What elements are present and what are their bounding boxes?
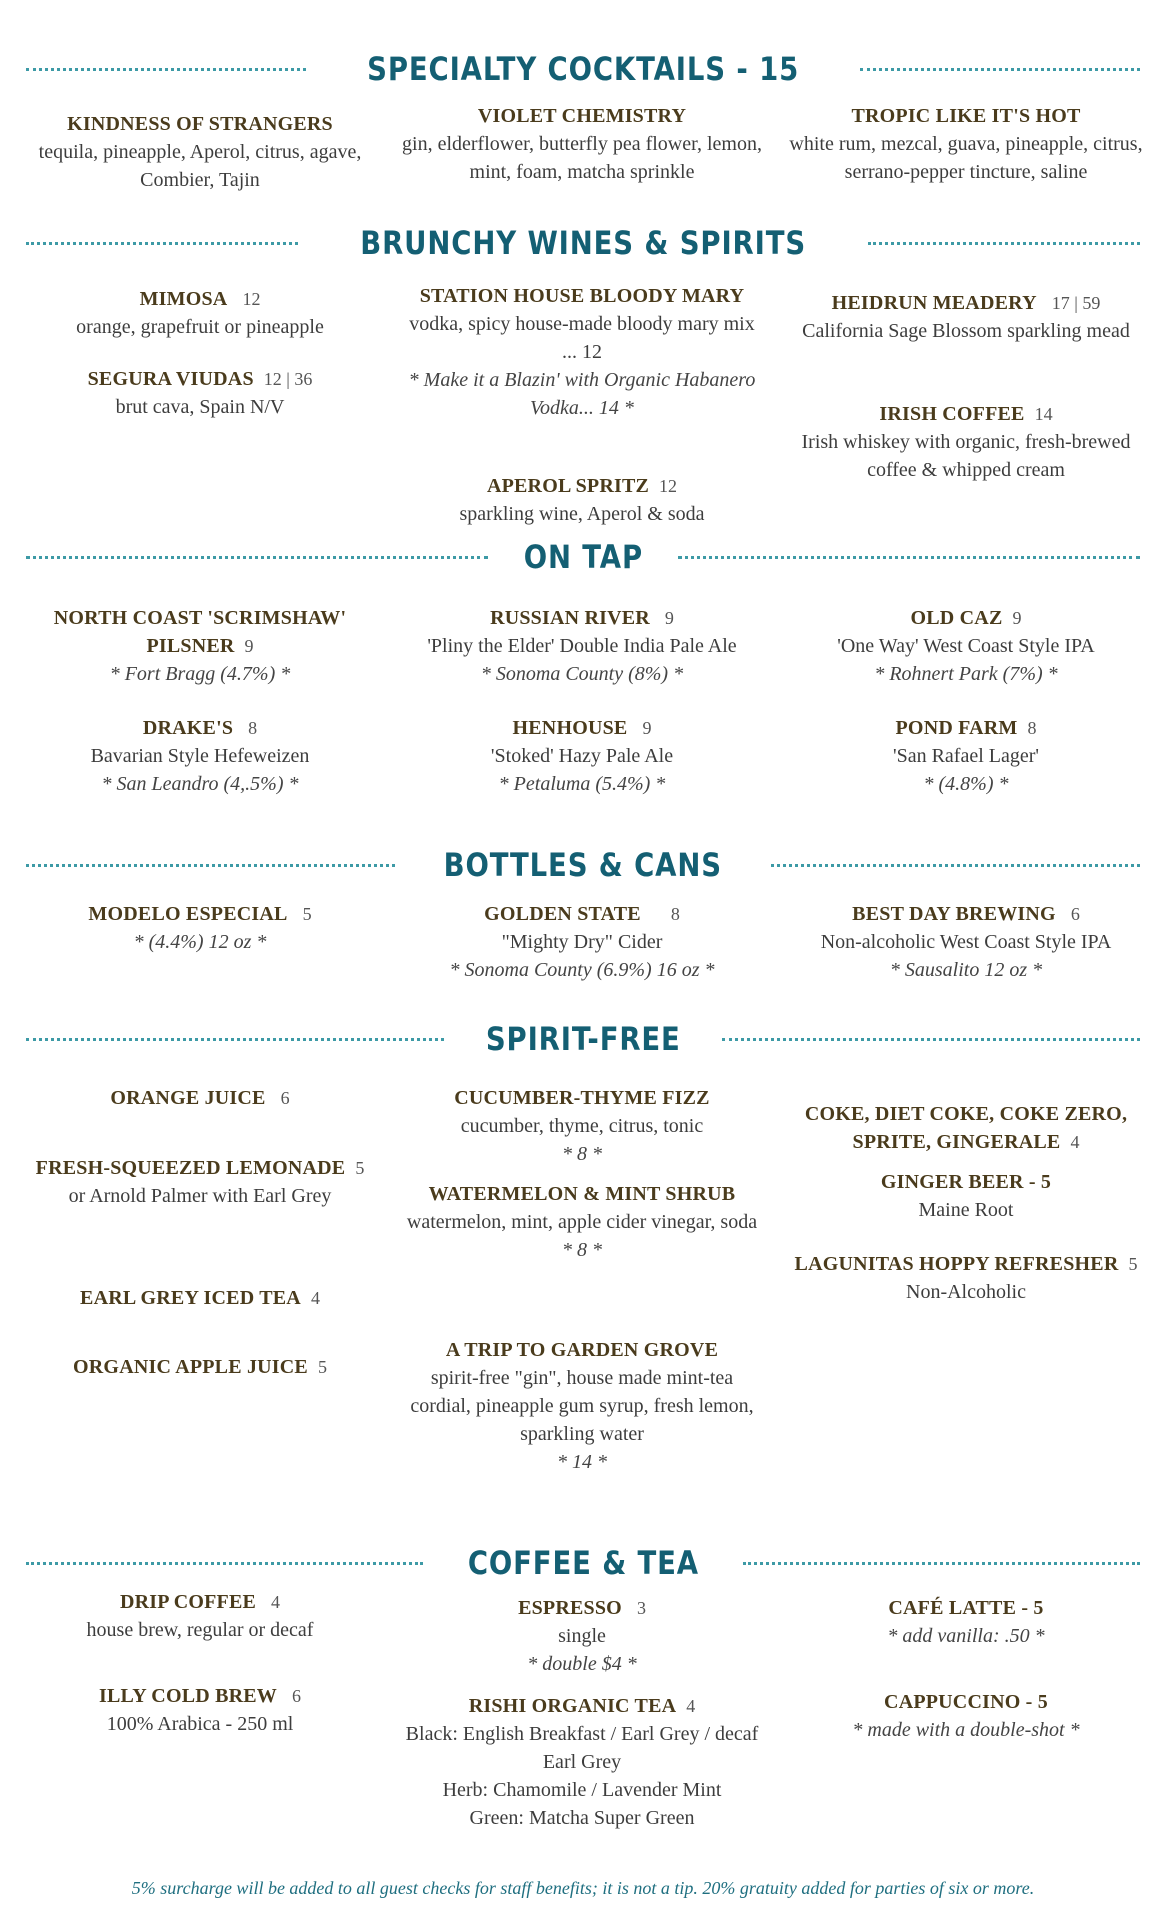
item-desc: Maine Root bbox=[918, 1199, 1014, 1221]
item-desc: Herb: Chamomile / Lavender Mint bbox=[442, 1779, 722, 1801]
dotted-divider bbox=[26, 242, 298, 245]
item-price: 5 bbox=[302, 904, 312, 924]
item-desc: single bbox=[558, 1625, 606, 1647]
menu-item-modelo bbox=[20, 900, 380, 956]
item-name: APEROL SPRITZ bbox=[486, 475, 650, 497]
section-title: BOTTLES & CANS bbox=[443, 846, 723, 884]
menu-item-orange-juice bbox=[20, 1084, 380, 1112]
menu-item-kindness bbox=[20, 110, 380, 194]
item-desc: white rum, mezcal, guava, pineapple, citrus, serrano-pepper tincture, saline bbox=[789, 133, 1143, 183]
item-desc: tequila, pineapple, Aperol, citrus, agave, Combier, Tajin bbox=[38, 141, 362, 191]
item-desc: house brew, regular or decaf bbox=[86, 1619, 314, 1641]
item-note: * Sonoma County (8%) * bbox=[480, 663, 684, 685]
item-desc: watermelon, mint, apple cider vinegar, soda bbox=[406, 1211, 758, 1233]
dotted-divider bbox=[678, 556, 1140, 559]
item-name: DRAKE'S bbox=[142, 717, 234, 739]
item-desc: 'One Way' West Coast Style IPA bbox=[837, 635, 1095, 657]
menu-item-tropic bbox=[786, 102, 1146, 186]
menu-item-garden-grove bbox=[402, 1336, 762, 1476]
item-price: 4 bbox=[310, 1288, 320, 1308]
item-price: 12 bbox=[242, 289, 261, 309]
dotted-divider bbox=[722, 1038, 1140, 1041]
item-price: 8 bbox=[670, 904, 680, 924]
item-name: GINGER BEER - 5 bbox=[880, 1171, 1052, 1193]
item-desc: or Arnold Palmer with Earl Grey bbox=[68, 1185, 332, 1207]
item-note: * Fort Bragg (4.7%) * bbox=[109, 663, 291, 685]
item-desc: orange, grapefruit or pineapple bbox=[76, 316, 324, 338]
menu-item-violet bbox=[402, 102, 762, 186]
section-title: SPIRIT-FREE bbox=[485, 1020, 681, 1058]
item-price: 9 bbox=[642, 718, 652, 738]
section-title: COFFEE & TEA bbox=[467, 1544, 699, 1582]
section-title: ON TAP bbox=[523, 538, 643, 576]
menu-item-best-day bbox=[786, 900, 1146, 984]
item-desc: Green: Matcha Super Green bbox=[469, 1807, 695, 1829]
item-price: 9 bbox=[244, 636, 254, 656]
item-price: 5 bbox=[317, 1357, 327, 1377]
menu-item-watermelon-shrub bbox=[402, 1180, 762, 1264]
surcharge-footer: 5% surcharge will be added to all guest checks for staff benefits; it is not a tip. 20% gratuity added for parties of six or more. bbox=[131, 1878, 1035, 1898]
item-name: CAFÉ LATTE - 5 bbox=[888, 1597, 1044, 1619]
menu-item-rishi-tea bbox=[402, 1692, 762, 1832]
section-header-spirit-free bbox=[26, 1020, 1140, 1058]
item-name: STATION HOUSE BLOODY MARY bbox=[419, 285, 745, 307]
item-name: TROPIC LIKE IT'S HOT bbox=[851, 105, 1081, 127]
menu-item-aperol bbox=[402, 472, 762, 528]
dotted-divider bbox=[26, 68, 306, 71]
item-price: 12 bbox=[659, 476, 678, 496]
item-price: 8 bbox=[248, 718, 258, 738]
item-name: DRIP COFFEE bbox=[119, 1591, 257, 1613]
menu-item-heidrun bbox=[786, 289, 1146, 345]
menu-item-drakes bbox=[20, 714, 380, 798]
item-name: IRISH COFFEE bbox=[879, 403, 1025, 425]
menu-item-apple-juice bbox=[20, 1353, 380, 1381]
menu-item-bloody-mary bbox=[402, 282, 762, 422]
item-desc: Non-Alcoholic bbox=[906, 1281, 1026, 1303]
menu-item-drip-coffee bbox=[20, 1588, 380, 1644]
item-name: ORGANIC APPLE JUICE bbox=[73, 1356, 308, 1378]
dotted-divider bbox=[26, 864, 395, 867]
menu-item-north-coast bbox=[20, 604, 380, 688]
dotted-divider bbox=[868, 242, 1140, 245]
item-name: ORANGE JUICE bbox=[110, 1087, 266, 1109]
item-note: * Sonoma County (6.9%) 16 oz * bbox=[449, 959, 715, 981]
item-note: * 14 * bbox=[557, 1451, 607, 1473]
item-price: 6 bbox=[292, 1686, 302, 1706]
menu-item-lemonade bbox=[20, 1154, 380, 1210]
dotted-divider bbox=[26, 556, 488, 559]
item-note: * Sausalito 12 oz * bbox=[889, 959, 1043, 981]
menu-item-henhouse bbox=[402, 714, 762, 798]
item-note: * San Leandro (4,.5%) * bbox=[101, 773, 299, 795]
menu-item-ginger-beer bbox=[786, 1168, 1146, 1224]
item-note: * (4.8%) * bbox=[923, 773, 1009, 795]
item-price: 17 | 59 bbox=[1051, 293, 1101, 313]
item-name: HENHOUSE bbox=[512, 717, 628, 739]
item-note: * (4.4%) 12 oz * bbox=[133, 931, 267, 953]
item-name: EARL GREY ICED TEA bbox=[80, 1287, 301, 1309]
item-price: 14 bbox=[1034, 404, 1053, 424]
menu-item-mimosa bbox=[20, 285, 380, 341]
menu-item-espresso bbox=[402, 1594, 762, 1678]
menu-item-old-caz bbox=[786, 604, 1146, 688]
item-price: 6 bbox=[280, 1088, 290, 1108]
section-header-coffee bbox=[26, 1544, 1140, 1582]
item-desc: cucumber, thyme, citrus, tonic bbox=[460, 1115, 704, 1137]
item-price: 5 bbox=[355, 1158, 365, 1178]
item-name: CAPPUCCINO - 5 bbox=[884, 1691, 1048, 1713]
item-desc: Bavarian Style Hefeweizen bbox=[90, 745, 310, 767]
item-price: 4 bbox=[271, 1592, 281, 1612]
dotted-divider bbox=[860, 68, 1140, 71]
item-name: MODELO ESPECIAL bbox=[88, 903, 288, 925]
menu-item-sodas bbox=[786, 1100, 1146, 1156]
item-price: 9 bbox=[1012, 608, 1022, 628]
menu-item-russian-river bbox=[402, 604, 762, 688]
item-desc: 'Pliny the Elder' Double India Pale Ale bbox=[427, 635, 737, 657]
item-desc: 'Stoked' Hazy Pale Ale bbox=[490, 745, 674, 767]
item-name: RUSSIAN RIVER bbox=[490, 607, 650, 629]
item-desc: Irish whiskey with organic, fresh-brewed coffee & whipped cream bbox=[801, 431, 1131, 481]
dotted-divider bbox=[743, 1562, 1140, 1565]
item-note: * made with a double-shot * bbox=[852, 1719, 1080, 1741]
item-price: 4 bbox=[1070, 1132, 1080, 1152]
item-note: * double $4 * bbox=[527, 1653, 637, 1675]
item-note: * Rohnert Park (7%) * bbox=[874, 663, 1058, 685]
item-name: ESPRESSO bbox=[518, 1597, 622, 1619]
item-price: 4 bbox=[686, 1696, 696, 1716]
item-price: 12 | 36 bbox=[263, 369, 313, 389]
item-price: 8 bbox=[1027, 718, 1037, 738]
section-header-tap bbox=[26, 538, 1140, 576]
item-desc: brut cava, Spain N/V bbox=[115, 396, 285, 418]
menu-item-latte bbox=[786, 1594, 1146, 1650]
item-name: MIMOSA bbox=[139, 288, 228, 310]
item-name: ILLY COLD BREW bbox=[98, 1685, 278, 1707]
item-note: * add vanilla: .50 * bbox=[887, 1625, 1045, 1647]
item-desc: "Mighty Dry" Cider bbox=[501, 931, 663, 953]
item-note: * Petaluma (5.4%) * bbox=[498, 773, 666, 795]
menu-item-golden-state bbox=[402, 900, 762, 984]
section-title: BRUNCHY WINES & SPIRITS bbox=[360, 224, 806, 262]
item-price: 3 bbox=[636, 1598, 646, 1618]
menu-item-segura bbox=[20, 365, 380, 421]
item-name: NORTH COAST 'SCRIMSHAW' PILSNER bbox=[53, 607, 347, 657]
section-title: SPECIALTY COCKTAILS - 15 bbox=[367, 50, 799, 88]
item-desc: vodka, spicy house-made bloody mary mix ... 12 bbox=[409, 313, 755, 363]
section-header-cocktails bbox=[26, 50, 1140, 88]
item-name: VIOLET CHEMISTRY bbox=[477, 105, 687, 127]
item-desc: sparkling wine, Aperol & soda bbox=[459, 503, 705, 525]
item-name: RISHI ORGANIC TEA bbox=[468, 1695, 677, 1717]
item-name: SEGURA VIUDAS bbox=[87, 368, 254, 390]
item-desc: California Sage Blossom sparkling mead bbox=[802, 320, 1130, 342]
item-note: * 8 * bbox=[562, 1239, 602, 1261]
menu-item-lagunitas bbox=[786, 1250, 1146, 1306]
item-name: LAGUNITAS HOPPY REFRESHER bbox=[794, 1253, 1119, 1275]
item-desc: spirit-free "gin", house made mint-tea cordial, pineapple gum syrup, fresh lemon, sparkling water bbox=[410, 1367, 754, 1445]
item-name: OLD CAZ bbox=[910, 607, 1003, 629]
item-desc: 100% Arabica - 250 ml bbox=[106, 1713, 294, 1735]
dotted-divider bbox=[771, 864, 1140, 867]
item-name: A TRIP TO GARDEN GROVE bbox=[445, 1339, 719, 1361]
item-name: COKE, DIET COKE, COKE ZERO, SPRITE, GINGERALE bbox=[804, 1103, 1128, 1153]
menu-item-cappuccino bbox=[786, 1688, 1146, 1744]
item-name: GOLDEN STATE bbox=[484, 903, 641, 925]
item-price: 5 bbox=[1128, 1254, 1138, 1274]
item-price: 9 bbox=[664, 608, 674, 628]
item-desc: Black: English Breakfast / Earl Grey / decaf Earl Grey bbox=[405, 1723, 759, 1773]
menu-item-pond-farm bbox=[786, 714, 1146, 798]
item-name: BEST DAY BREWING bbox=[852, 903, 1056, 925]
menu-item-iced-tea bbox=[20, 1284, 380, 1312]
menu-item-cold-brew bbox=[20, 1682, 380, 1738]
item-desc: 'San Rafael Lager' bbox=[892, 745, 1040, 767]
item-name: CUCUMBER-THYME FIZZ bbox=[454, 1087, 710, 1109]
item-note: * Make it a Blazin' with Organic Habanero Vodka... 14 * bbox=[408, 369, 756, 419]
item-name: KINDNESS OF STRANGERS bbox=[67, 113, 333, 135]
item-name: WATERMELON & MINT SHRUB bbox=[428, 1183, 736, 1205]
menu-item-irish-coffee bbox=[786, 400, 1146, 484]
menu-item-cucumber-fizz bbox=[402, 1084, 762, 1168]
section-header-bottles bbox=[26, 846, 1140, 884]
item-name: POND FARM bbox=[895, 717, 1018, 739]
item-note: * 8 * bbox=[562, 1143, 602, 1165]
dotted-divider bbox=[26, 1038, 444, 1041]
section-header-wines bbox=[26, 224, 1140, 262]
item-price: 6 bbox=[1070, 904, 1080, 924]
item-name: HEIDRUN MEADERY bbox=[831, 292, 1037, 314]
dotted-divider bbox=[26, 1562, 423, 1565]
item-desc: gin, elderflower, butterfly pea flower, lemon, mint, foam, matcha sprinkle bbox=[402, 133, 762, 183]
item-name: FRESH-SQUEEZED LEMONADE bbox=[35, 1157, 346, 1179]
item-desc: Non-alcoholic West Coast Style IPA bbox=[820, 931, 1112, 953]
